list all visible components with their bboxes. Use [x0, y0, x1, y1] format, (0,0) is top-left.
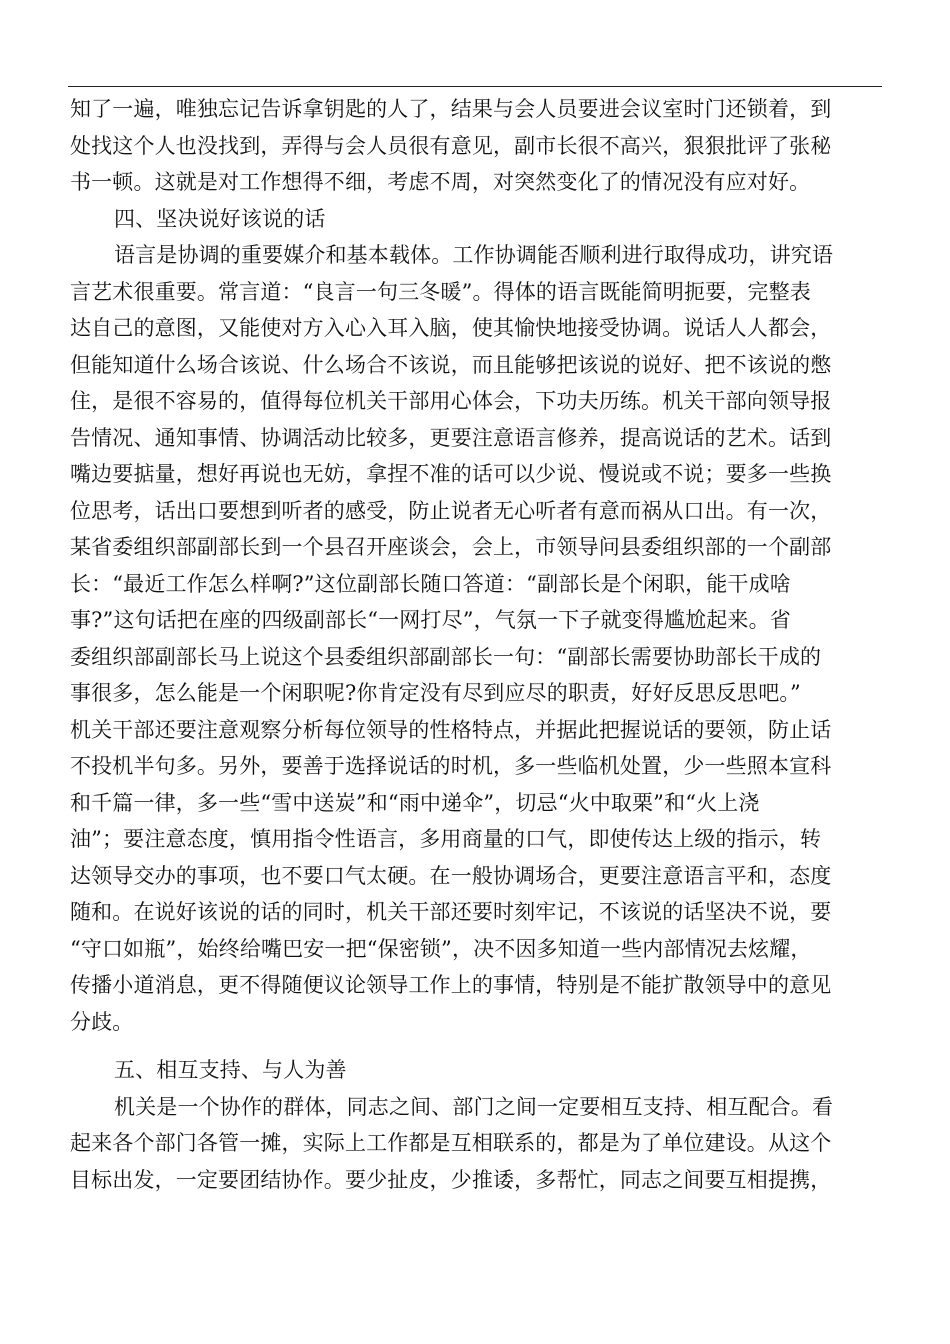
text-line: 起来各个部门各管一摊，实际上工作都是互相联系的，都是为了单位建设。从这个 — [70, 1131, 832, 1155]
text-line: 事很多，怎么能是一个闲职呢?你肯定没有尽到应尽的职责，好好反思反思吧。” — [70, 681, 801, 705]
text-line: 言艺术很重要。常言道：“良言一句三冬暖”。得体的语言既能简明扼要，完整表 — [70, 279, 811, 304]
text-line: 和千篇一律，多一些“雪中送炭”和“雨中递伞”，切忌“火中取栗”和“火上浇 — [70, 790, 760, 815]
section-heading-5: 五、相互支持、与人为善 — [114, 1058, 347, 1082]
text-line: 知了一遍，唯独忘记告诉拿钥匙的人了，结果与会人员要进会议室时门还锁着，到 — [70, 97, 832, 121]
body-text — [70, 91, 890, 1198]
text-line: 处找这个人也没找到，弄得与会人员很有意见，副市长很不高兴，狠狠批评了张秘 — [70, 133, 832, 158]
text-line: 油”；要注意态度，慎用指令性语言，多用商量的口气，即使传达上级的指示，转 — [70, 827, 822, 851]
text-line: 委组织部副部长马上说这个县委组织部副部长一句：“副部长需要协助部长干成的 — [70, 644, 822, 669]
text-line: 嘴边要掂量，想好再说也无妨，拿捏不准的话可以少说、慢说或不说；要多一些换 — [70, 462, 832, 486]
text-line: 传播小道消息，更不得随便议论领导工作上的事情，特别是不能扩散领导中的意见 — [70, 973, 832, 997]
text-line: 长：“最近工作怎么样啊?”这位副部长随口答道：“副部长是个闲职，能干成啥 — [70, 571, 791, 596]
text-line: 住，是很不容易的，值得每位机关干部用心体会，下功夫历练。机关干部向领导报 — [70, 389, 832, 413]
text-line: 位思考，话出口要想到听者的感受，防止说者无心听者有意而祸从口出。有一次， — [70, 498, 832, 523]
text-line: 机关干部还要注意观察分析每位领导的性格特点，并据此把握说话的要领，防止话 — [70, 717, 832, 742]
text-line: 达领导交办的事项，也不要口气太硬。在一般协调场合，更要注意语言平和，态度 — [70, 863, 832, 888]
text-line: 分歧。 — [70, 1009, 134, 1034]
text-line: 达自己的意图，又能使对方入心入耳入脑，使其愉快地接受协调。说话人人都会， — [70, 316, 832, 340]
text-line: 不投机半句多。另外，要善于选择说话的时机，多一些临机处置，少一些照本宣科 — [70, 754, 832, 778]
text-line: “守口如瓶”，始终给嘴巴安一把“保密锁”，决不因多知道一些内部情况去炫耀， — [70, 936, 812, 961]
text-line: 但能知道什么场合该说、什么场合不该说，而且能够把该说的说好、把不该说的憋 — [70, 352, 832, 377]
header-rule — [68, 86, 882, 87]
text-line: 机关是一个协作的群体，同志之间、部门之间一定要相互支持、相互配合。看 — [114, 1094, 834, 1119]
text-line: 书一顿。这就是对工作想得不细，考虑不周，对突然变化了的情况没有应对好。 — [70, 170, 811, 194]
text-line: 目标出发，一定要团结协作。要少扯皮，少推诿，多帮忙，同志之间要互相提携， — [70, 1167, 832, 1192]
text-line: 告情况、通知事情、协调活动比较多，更要注意语言修养，提高说话的艺术。话到 — [70, 425, 832, 450]
paragraph-gap — [70, 1040, 890, 1052]
text-line: 语言是协调的重要媒介和基本载体。工作协调能否顺利进行取得成功，讲究语 — [114, 243, 834, 267]
text-line: 随和。在说好该说的话的同时，机关干部还要时刻牢记，不该说的话坚决不说，要 — [70, 900, 832, 924]
text-line: 事?”这句话把在座的四级副部长“一网打尽”，气氛一下子就变得尴尬起来。省 — [70, 608, 791, 632]
text-line: 某省委组织部副部长到一个县召开座谈会，会上，市领导问县委组织部的一个副部 — [70, 535, 832, 559]
section-heading-4: 四、坚决说好该说的话 — [114, 206, 326, 231]
